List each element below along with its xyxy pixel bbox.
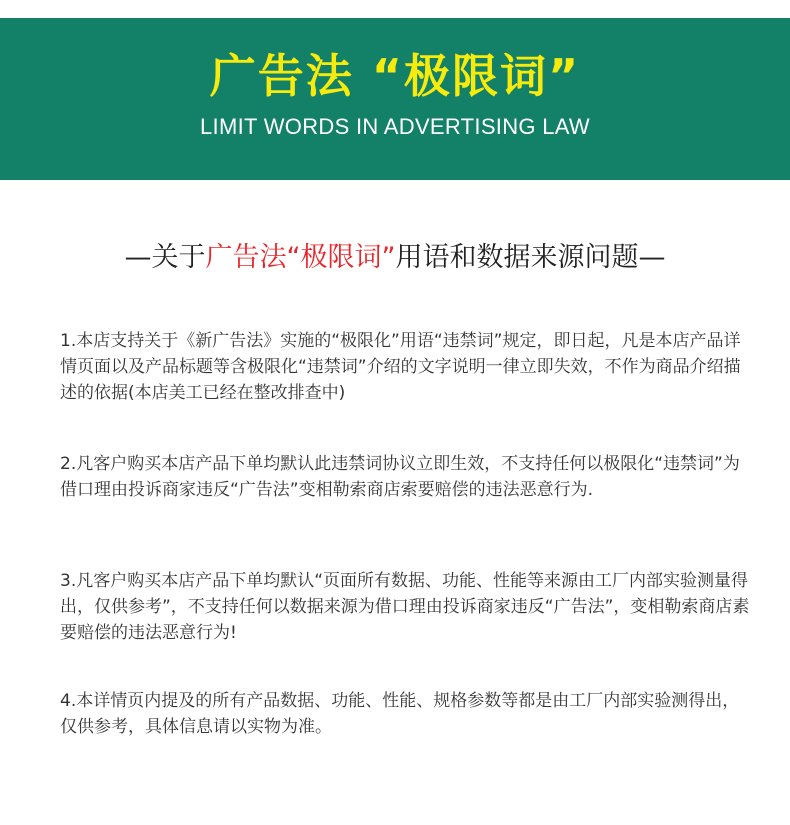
header-banner	[0, 18, 790, 180]
notice-paragraph-2: 2.凡客户购买本店产品下单均默认此违禁词协议立即生效，不支持任何以极限化“违禁词”为借口理由投诉商家违反“广告法”变相勒索商店索要赔偿的违法恶意行为.	[60, 454, 740, 500]
top-white-strip	[0, 0, 790, 18]
heading-prefix: —关于	[124, 242, 206, 273]
heading-highlight: 广告法“极限词”	[205, 242, 396, 273]
banner-subtitle: LIMIT WORDS IN ADVERTISING LAW	[200, 114, 590, 139]
notice-paragraph-1: 1.本店支持关于《新广告法》实施的“极限化”用语“违禁词”规定，即日起，凡是本店产品详情页面以及产品标题等含极限化“违禁词”介绍的文字说明一律立即失效，不作为商品介绍描述的依据(本店美工已经在整改排查中)	[60, 331, 741, 403]
notice-paragraph-4: 4.本详情页内提及的所有产品数据、功能、性能、规格参数等都是由工厂内部实验测得出，仅供参考，具体信息请以实物为准。	[60, 691, 740, 737]
banner-title: 广告法 “极限词”	[209, 49, 581, 103]
notice-paragraph-3: 3.凡客户购买本店产品下单均默认“页面所有数据、功能、性能等来源由工厂内部实验测量得出，仅供参考”，不支持任何以数据来源为借口理由投诉商家违反“广告法”，变相勒索商店素要赔偿的违法恶意行为!	[60, 571, 750, 643]
section-heading	[0, 238, 790, 278]
heading-suffix: 用语和数据来源问题—	[395, 242, 666, 273]
